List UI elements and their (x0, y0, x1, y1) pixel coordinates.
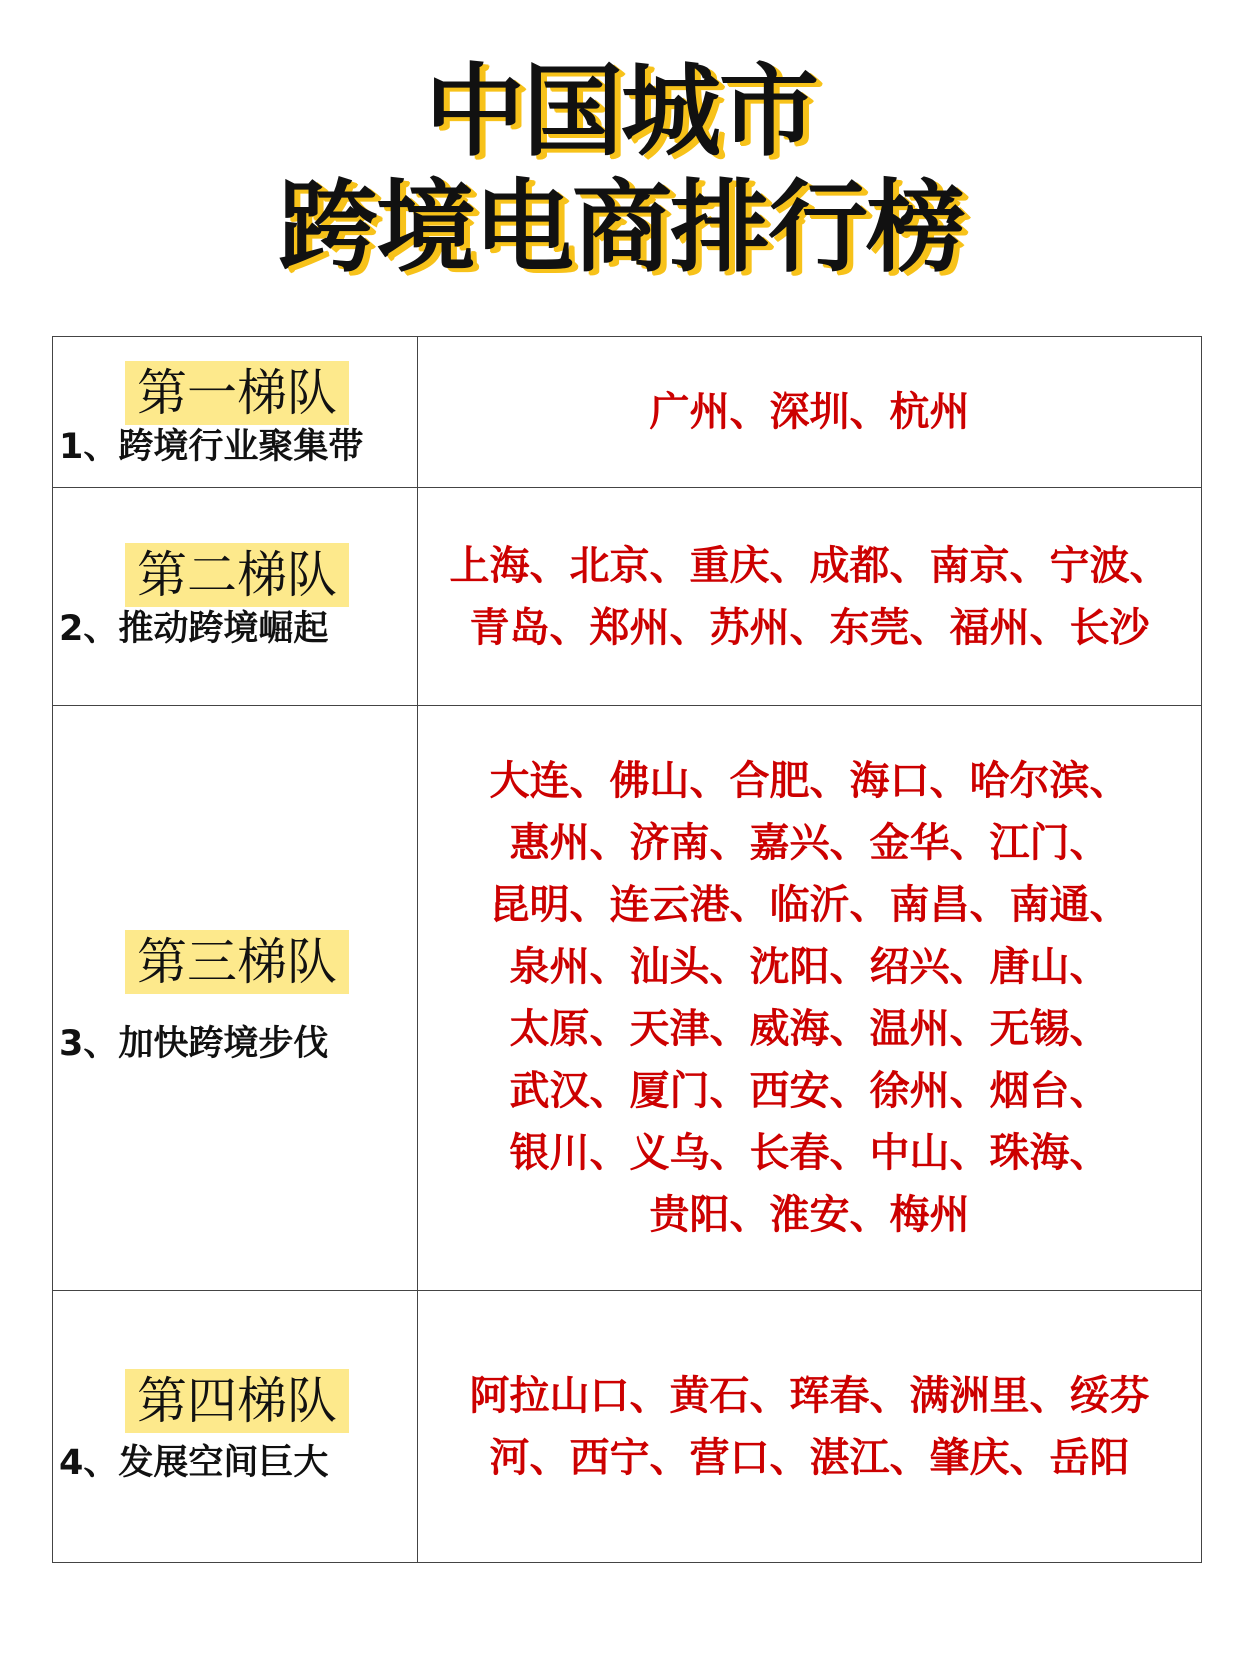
tier-4-cities-cell (418, 1291, 1202, 1563)
city-line: 大连、佛山、合肥、海口、哈尔滨、 (489, 758, 1130, 804)
tier-4-badge: 第四梯队 (125, 1369, 349, 1433)
city-line: 惠州、济南、嘉兴、金华、江门、 (509, 820, 1110, 866)
tier-2-badge: 第二梯队 (125, 543, 349, 607)
tier-2-description: 2、推动跨境崛起 (59, 608, 329, 649)
tier-3-city-list (418, 750, 1201, 1246)
city-line: 银川、义乌、长春、中山、珠海、 (509, 1130, 1110, 1176)
tier-1-description: 1、跨境行业聚集带 (59, 427, 364, 467)
city-line: 武汉、厦门、西安、徐州、烟台、 (509, 1068, 1110, 1114)
tier-2-label-cell (53, 488, 418, 706)
tier-1-badge: 第一梯队 (125, 361, 349, 425)
tier-3-cities-cell (418, 706, 1202, 1291)
page-title-line1: 中国城市 (425, 53, 817, 170)
tier-4-city-list (418, 1365, 1201, 1489)
city-line: 贵阳、淮安、梅州 (649, 1192, 970, 1238)
tier-3-badge: 第三梯队 (125, 930, 349, 994)
table-row-tier-1 (53, 337, 1202, 488)
city-line: 青岛、郑州、苏州、东莞、福州、长沙 (469, 604, 1150, 651)
table-row-tier-3 (53, 706, 1202, 1291)
city-line: 广州、深圳、杭州 (649, 389, 970, 435)
ranking-table (52, 336, 1202, 1563)
tier-2-city-list (418, 535, 1201, 659)
city-line: 阿拉山口、黄石、珲春、满洲里、绥芬 (469, 1372, 1150, 1419)
city-line: 泉州、汕头、沈阳、绍兴、唐山、 (509, 944, 1110, 990)
city-line: 河、西宁、营口、湛江、肇庆、岳阳 (489, 1434, 1130, 1481)
city-line: 上海、北京、重庆、成都、南京、宁波、 (449, 542, 1170, 589)
table-row-tier-4 (53, 1291, 1202, 1563)
tier-1-cities-cell (418, 337, 1202, 488)
city-line: 太原、天津、威海、温州、无锡、 (509, 1006, 1110, 1052)
page-title-line2: 跨境电商排行榜 (278, 169, 964, 286)
tier-4-description: 4、发展空间巨大 (59, 1442, 329, 1483)
tier-3-description: 3、加快跨境步伐 (59, 1024, 329, 1064)
tier-1-label-cell (53, 337, 418, 488)
tier-4-label-cell (53, 1291, 418, 1563)
tier-2-cities-cell (418, 488, 1202, 706)
table-row-tier-2 (53, 488, 1202, 706)
tier-3-label-cell (53, 706, 418, 1291)
tier-1-city-list (418, 381, 1201, 443)
city-line: 昆明、连云港、临沂、南昌、南通、 (489, 882, 1130, 928)
